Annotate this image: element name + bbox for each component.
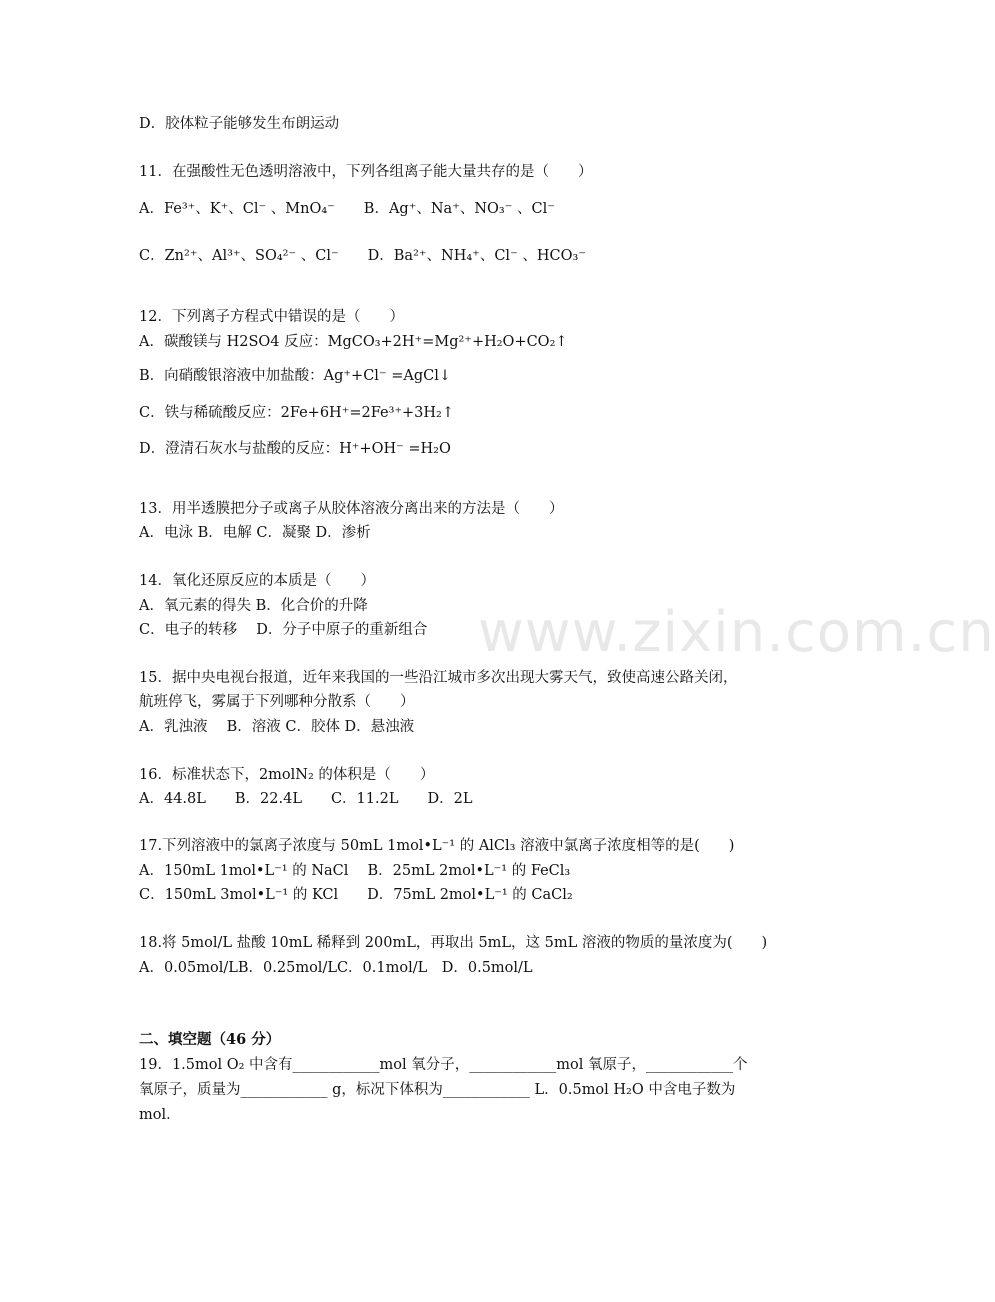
section-heading: 二、填空题（46 分） — [139, 1031, 281, 1048]
q12-option-b: B．向硝酸银溶液中加盐酸：Ag⁺+Cl⁻ =AgCl↓ — [139, 368, 451, 384]
q16-options: A．44.8L B．22.4L C．11.2L D．2L — [139, 791, 473, 807]
q11-stem: 11．在强酸性无色透明溶液中，下列各组离子能大量共存的是（ ） — [139, 164, 593, 180]
q17-options-cd: C．150mL 3mol•L⁻¹ 的 KCl D．75mL 2mol•L⁻¹ 的 CaCl₂ — [139, 887, 573, 903]
q11-options-ab: A．Fe³⁺、K⁺、Cl⁻ 、MnO₄⁻ B．Ag⁺、Na⁺、NO₃⁻ 、Cl⁻ — [139, 201, 555, 217]
q17-options-ab: A．150mL 1mol•L⁻¹ 的 NaCl B．25mL 2mol•L⁻¹ 的 FeCl₃ — [139, 863, 571, 879]
q12-stem: 12．下列离子方程式中错误的是（ ） — [139, 309, 404, 325]
q12-option-d: D．澄清石灰水与盐酸的反应：H⁺+OH⁻ =H₂O — [139, 441, 451, 457]
q14-options-cd: C．电子的转移 D．分子中原子的重新组合 — [139, 622, 428, 638]
q14-stem: 14．氧化还原反应的本质是（ ） — [139, 573, 375, 589]
q15-stem-line1: 15．据中央电视台报道，近年来我国的一些沿江城市多次出现大雾天气，致使高速公路关闭， — [139, 670, 738, 686]
q18-options: A．0.05mol/LB．0.25mol/LC．0.1mol/L D．0.5mol/L — [139, 960, 533, 976]
q19-line2: 氧原子，质量为____________ g，标况下体积为____________ L．0.5mol H₂O 中含电子数为 — [139, 1082, 736, 1098]
q18-stem: 18.将 5mol/L 盐酸 10mL 稀释到 200mL，再取出 5mL，这 5mL 溶液的物质的量浓度为( ) — [139, 935, 768, 951]
q19-line1: 19．1.5mol O₂ 中含有____________mol 氧分子，____________mol 氧原子，____________个 — [139, 1057, 748, 1073]
q13-options: A．电泳 B．电解 C．凝聚 D．渗析 — [139, 525, 371, 541]
q17-stem: 17.下列溶液中的氯离子浓度与 50mL 1mol•L⁻¹ 的 AlCl₃ 溶液中氯离子浓度相等的是( ) — [139, 838, 735, 854]
q12-option-a: A．碳酸镁与 H2SO4 反应：MgCO₃+2H⁺=Mg²⁺+H₂O+CO₂↑ — [139, 334, 568, 350]
q12-option-c: C．铁与稀硫酸反应：2Fe+6H⁺=2Fe³⁺+3H₂↑ — [139, 405, 455, 421]
q13-stem: 13．用半透膜把分子或离子从胶体溶液分离出来的方法是（ ） — [139, 501, 564, 517]
q19-line3: mol． — [139, 1107, 181, 1123]
q16-stem: 16．标准状态下，2molN₂ 的体积是（ ） — [139, 767, 435, 783]
watermark: www.zixin.com.cn — [478, 600, 995, 665]
q11-options-cd: C．Zn²⁺、Al³⁺、SO₄²⁻ 、Cl⁻ D．Ba²⁺、NH₄⁺、Cl⁻ 、HCO₃⁻ — [139, 248, 586, 264]
q15-stem-line2: 航班停飞，雾属于下列哪种分散系（ ） — [139, 694, 415, 710]
q14-options-ab: A．氧元素的得失 B．化合价的升降 — [139, 598, 368, 614]
q15-options: A．乳浊液 B．溶液 C．胶体 D．悬浊液 — [139, 719, 415, 735]
q10-option-d: D．胶体粒子能够发生布朗运动 — [139, 116, 340, 132]
